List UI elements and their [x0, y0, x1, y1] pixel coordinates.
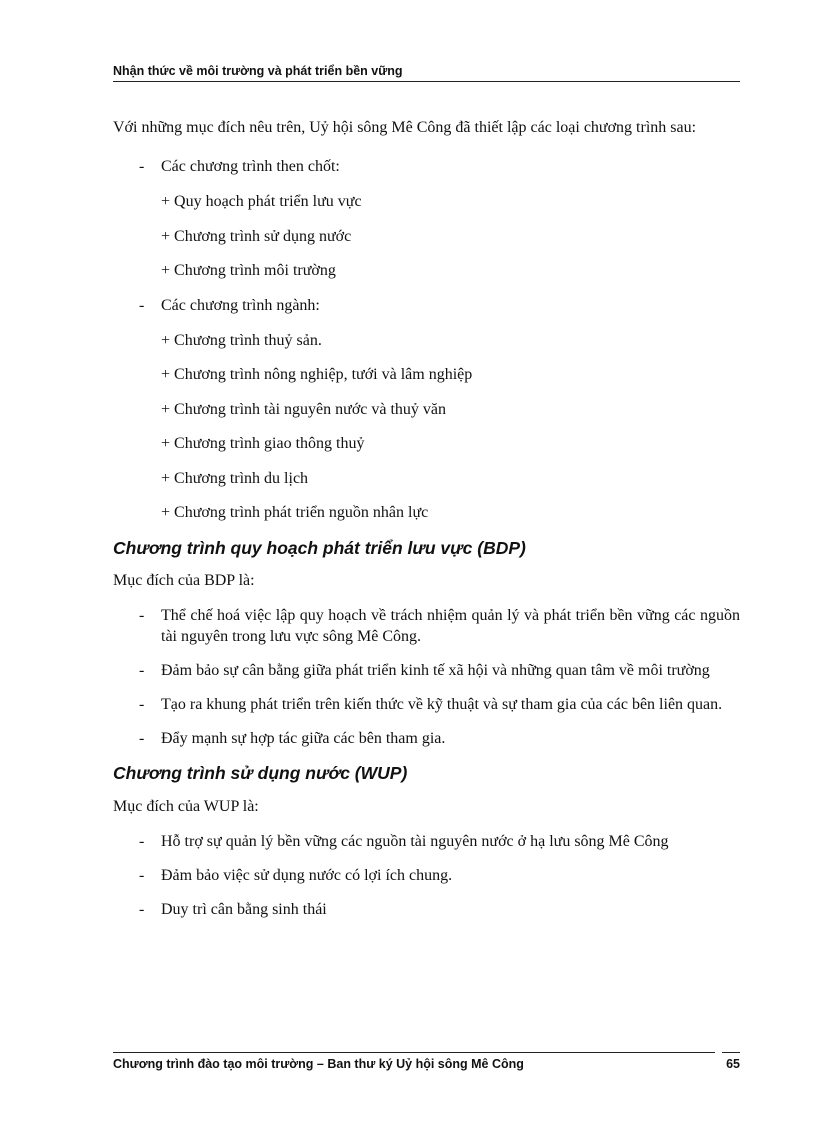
list-item: - Các chương trình ngành: — [139, 296, 320, 314]
dash-marker: - — [139, 296, 145, 314]
sub-item: + Chương trình thuỷ sản. — [161, 331, 322, 349]
dash-marker: - — [139, 661, 145, 679]
list-item: - Thể chế hoá việc lập quy hoạch về trách nhiệm quản lý và phát triển bền vững các nguồn tài nguyên trong lưu vực sông Mê Công. — [139, 606, 740, 645]
intro-paragraph: Với những mục đích nêu trên, Uỷ hội sông Mê Công đã thiết lập các loại chương trình sau: — [113, 119, 697, 136]
section-heading-bdp: Chương trình quy hoạch phát triển lưu vực (BDP) — [113, 537, 526, 558]
list-item: - Đẩy mạnh sự hợp tác giữa các bên tham gia. — [139, 729, 446, 747]
sub-item: + Chương trình du lịch — [161, 469, 309, 487]
purpose-bdp: Mục đích của BDP là: — [113, 571, 255, 589]
sub-item: + Chương trình giao thông thuỷ — [161, 435, 365, 452]
sub-item: + Chương trình phát triển nguồn nhân lực — [161, 504, 429, 521]
sector-programs — [113, 295, 740, 524]
dash-marker: - — [139, 866, 145, 884]
sub-item: + Chương trình sử dụng nước — [161, 227, 352, 245]
sub-item: + Chương trình tài nguyên nước và thuỷ văn — [161, 400, 447, 418]
footer-text: Chương trình đào tạo môi trường – Ban thư ký Uỷ hội sông Mê Công — [113, 1057, 524, 1071]
dash-marker: - — [139, 832, 145, 850]
sub-item: + Chương trình nông nghiệp, tưới và lâm nghiệp — [161, 366, 473, 383]
dash-marker: - — [139, 729, 145, 747]
page-body — [113, 117, 740, 933]
key-programs — [113, 156, 740, 281]
list-item: - Tạo ra khung phát triển trên kiến thức về kỹ thuật và sự tham gia của các bên liên quan. — [139, 695, 723, 713]
dash-marker: - — [139, 158, 145, 175]
list-item: - Duy trì cân bằng sinh thái — [139, 900, 327, 918]
dash-marker: - — [139, 695, 145, 713]
section-heading-wup: Chương trình sử dụng nước (WUP) — [113, 762, 408, 783]
running-header: Nhận thức về môi trường và phát triển bền vững — [113, 64, 740, 82]
list-item: - Các chương trình then chốt: — [139, 158, 340, 175]
list-item: - Đảm bảo việc sử dụng nước có lợi ích chung. — [139, 866, 453, 884]
purpose-wup: Mục đích của WUP là: — [113, 797, 259, 815]
footer-rule-short — [722, 1052, 740, 1053]
sub-item: + Quy hoạch phát triển lưu vực — [161, 193, 362, 210]
page-number: 65 — [726, 1057, 740, 1071]
footer-rule — [113, 1052, 715, 1053]
dash-marker: - — [139, 606, 145, 624]
sub-item: + Chương trình môi trường — [161, 262, 336, 279]
list-item: - Đảm bảo sự cân bằng giữa phát triển kinh tế xã hội và những quan tâm về môi trường — [139, 661, 710, 679]
list-item: - Hỗ trợ sự quản lý bền vững các nguồn tài nguyên nước ở hạ lưu sông Mê Công — [139, 832, 669, 850]
dash-marker: - — [139, 900, 145, 918]
